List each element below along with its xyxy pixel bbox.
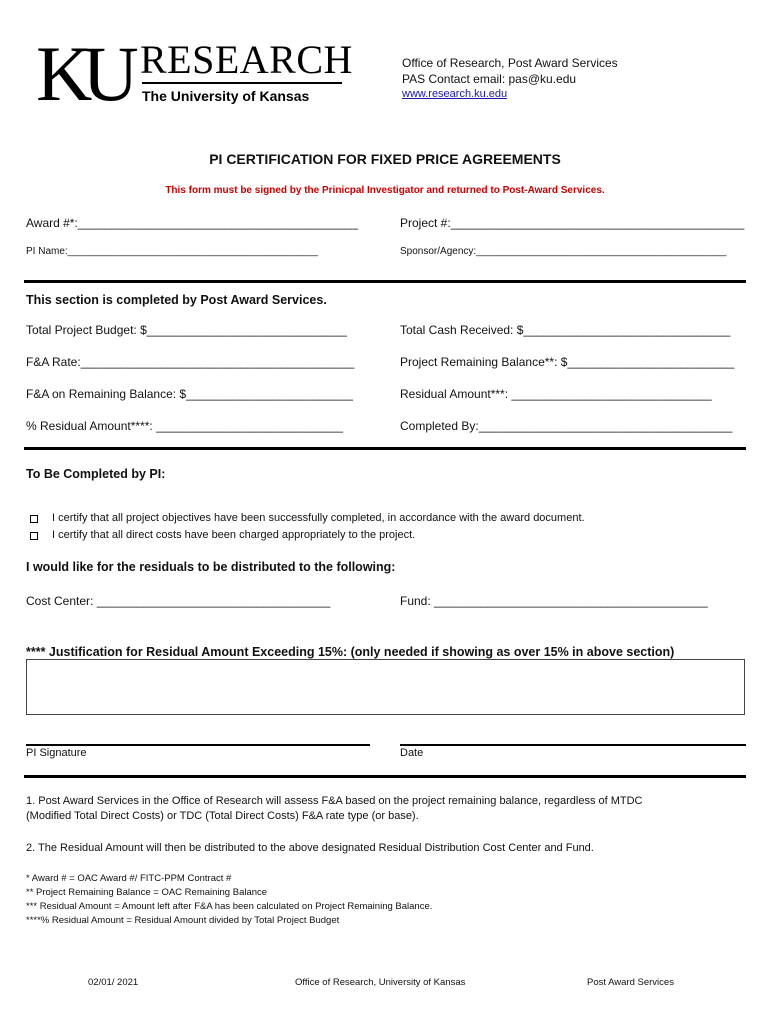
- fa-rate-field[interactable]: F&A Rate:_________________________________________: [26, 355, 355, 369]
- fa-remaining-balance-field[interactable]: F&A on Remaining Balance: $_________________________: [26, 387, 353, 401]
- footer-department: Post Award Services: [587, 977, 674, 988]
- cost-center-field[interactable]: Cost Center: ___________________________________: [26, 594, 331, 608]
- residuals-heading: I would like for the residuals to be distributed to the following:: [26, 560, 396, 574]
- pas-section-heading: This section is completed by Post Award Services.: [26, 293, 327, 307]
- date-signature-line[interactable]: [400, 744, 746, 746]
- pi-name-field[interactable]: PI Name:_____________________________________________: [26, 246, 318, 257]
- logo-divider: [142, 82, 342, 84]
- project-remaining-balance-field[interactable]: Project Remaining Balance**: $_________________________: [400, 355, 735, 369]
- total-project-budget-field[interactable]: Total Project Budget: $______________________________: [26, 323, 347, 337]
- justification-heading: **** Justification for Residual Amount Exceeding 15%: (only needed if showing as over 15% in above section): [26, 645, 675, 659]
- pi-signature-label: PI Signature: [26, 747, 87, 759]
- sponsor-agency-field[interactable]: Sponsor/Agency:_____________________________________________: [400, 246, 727, 257]
- section-divider: [24, 280, 746, 283]
- form-instructions: This form must be signed by the Prinicpal Investigator and returned to Post-Award Services.: [165, 185, 605, 196]
- fund-field[interactable]: Fund: _________________________________________: [400, 594, 708, 608]
- completed-by-field[interactable]: Completed By:______________________________________: [400, 419, 733, 433]
- footer-date: 02/01/ 2021: [88, 977, 139, 988]
- page-title: PI CERTIFICATION FOR FIXED PRICE AGREEMENTS: [209, 151, 561, 167]
- percent-residual-field[interactable]: % Residual Amount****: ____________________________: [26, 419, 343, 433]
- note-1-line-2: (Modified Total Direct Costs) or TDC (Total Direct Costs) F&A rate type (or base).: [26, 810, 419, 822]
- ku-research-logo: [36, 30, 353, 117]
- note-1-line-1: 1. Post Award Services in the Office of Research will assess F&A based on the project remaining balance, regardless of MTDC: [26, 795, 643, 807]
- section-divider: [24, 447, 746, 450]
- date-label: Date: [400, 747, 424, 759]
- footnote-residual-amount: *** Residual Amount = Amount left after F&A has been calculated on Project Remaining Balance.: [26, 901, 433, 912]
- certify-objectives-checkbox[interactable]: [30, 515, 38, 523]
- ku-logo-letters: KU: [36, 30, 129, 117]
- certify-costs-label: I certify that all direct costs have been charged appropriately to the project.: [52, 529, 416, 541]
- website-link[interactable]: www.research.ku.edu: [402, 88, 508, 100]
- section-divider: [24, 775, 746, 778]
- pi-section-heading: To Be Completed by PI:: [26, 467, 166, 481]
- residual-amount-field[interactable]: Residual Amount***: ______________________________: [400, 387, 712, 401]
- logo-research-word: RESEARCH: [140, 37, 353, 82]
- contact-email: PAS Contact email: pas@ku.edu: [402, 72, 577, 86]
- total-cash-received-field[interactable]: Total Cash Received: $_______________________________: [400, 323, 731, 337]
- footer-office: Office of Research, University of Kansas: [295, 977, 466, 988]
- project-number-field[interactable]: Project #:____________________________________________: [400, 216, 745, 230]
- footnote-remaining-balance: ** Project Remaining Balance = OAC Remaining Balance: [26, 887, 268, 898]
- footnote-percent-residual: ****% Residual Amount = Residual Amount divided by Total Project Budget: [26, 915, 340, 926]
- pi-signature-line[interactable]: [26, 744, 370, 746]
- footnote-award: * Award # = OAC Award #/ FITC-PPM Contract #: [26, 873, 232, 884]
- office-line: Office of Research, Post Award Services: [402, 56, 618, 70]
- logo-university-name: The University of Kansas: [142, 88, 310, 104]
- note-2: 2. The Residual Amount will then be distributed to the above designated Residual Distribution Cost Center and Fund.: [26, 842, 594, 854]
- certify-objectives-label: I certify that all project objectives have been successfully completed, in accordance with the award document.: [52, 512, 585, 524]
- justification-textbox[interactable]: [26, 659, 745, 715]
- certify-costs-checkbox[interactable]: [30, 532, 38, 540]
- award-number-field[interactable]: Award #*:__________________________________________: [26, 216, 359, 230]
